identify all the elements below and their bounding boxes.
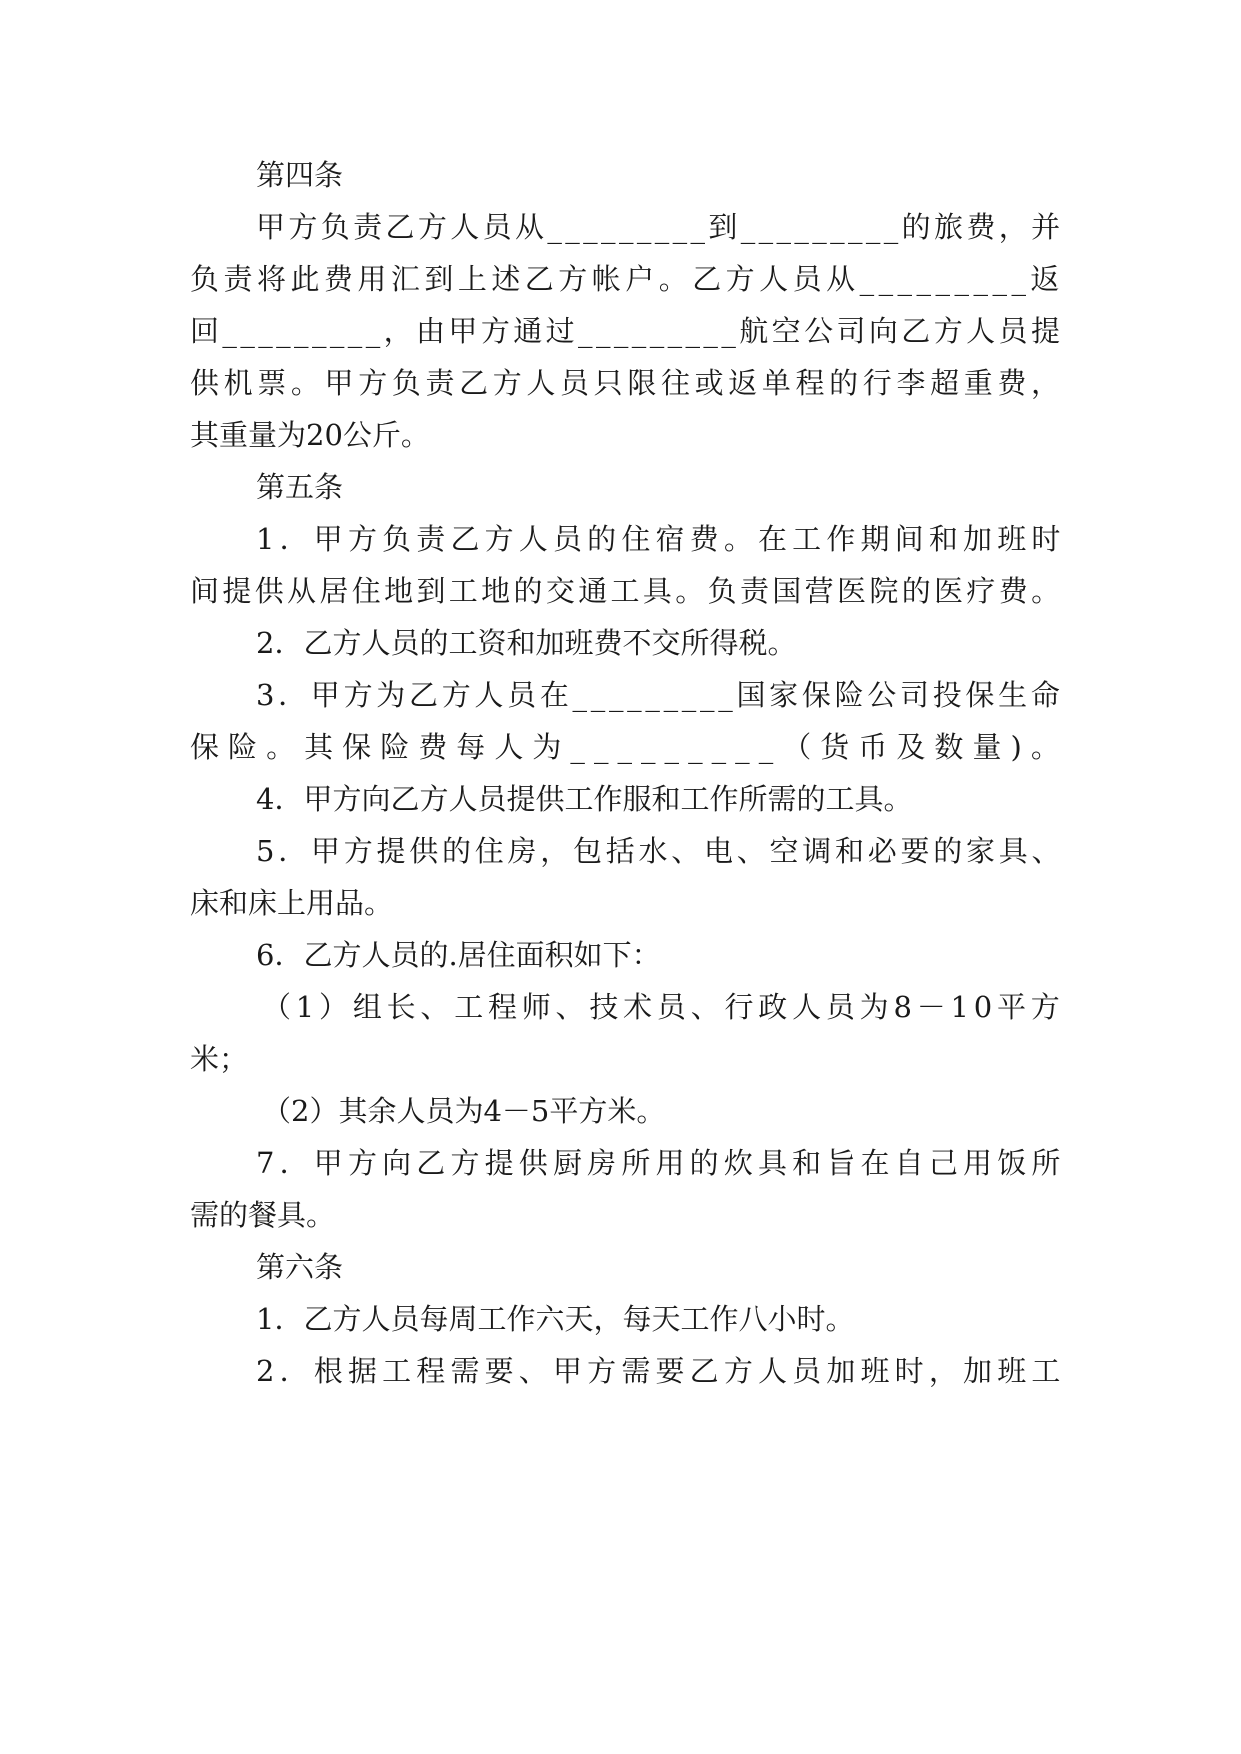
paragraph-line: 回_________，由甲方通过_________航空公司向乙方人员提	[190, 314, 1064, 348]
article-4-heading: 第四条	[256, 158, 344, 192]
paragraph-line: 负责将此费用汇到上述乙方帐户。乙方人员从_________返	[190, 262, 1064, 296]
clause-line: 2．乙方人员的工资和加班费不交所得税。	[256, 626, 797, 660]
clause-line: 3．甲方为乙方人员在_________国家保险公司投保生命	[256, 678, 1064, 712]
clause-line: 5．甲方提供的住房，包括水、电、空调和必要的家具、	[256, 834, 1065, 868]
clause-line: 床和床上用品。	[190, 886, 394, 920]
clause-line: 2．根据工程需要、甲方需要乙方人员加班时，加班工	[256, 1354, 1066, 1388]
paragraph-line: 其重量为20公斤。	[190, 418, 430, 452]
clause-line: 7．甲方向乙方提供厨房所用的炊具和旨在自己用饭所	[256, 1146, 1066, 1180]
clause-line: 6．乙方人员的.居住面积如下：	[256, 938, 661, 972]
clause-line: 米；	[190, 1042, 249, 1076]
clause-line: 保险。其保险费每人为_________（货币及数量)。	[190, 730, 1069, 764]
clause-line: （2）其余人员为4－5平方米。	[262, 1094, 666, 1128]
clause-line: 需的餐具。	[190, 1198, 336, 1232]
paragraph-line: 甲方负责乙方人员从_________到_________的旅费，并	[256, 210, 1064, 244]
clause-line: 1．乙方人员每周工作六天，每天工作八小时。	[256, 1302, 855, 1336]
paragraph-line: 供机票。甲方负责乙方人员只限往或返单程的行李超重费，	[190, 366, 1065, 400]
clause-line: 4．甲方向乙方人员提供工作服和工作所需的工具。	[256, 782, 913, 816]
clause-line: 间提供从居住地到工地的交通工具。负责国营医院的医疗费。	[190, 574, 1064, 608]
clause-line: 1．甲方负责乙方人员的住宿费。在工作期间和加班时	[256, 522, 1066, 556]
article-5-heading: 第五条	[256, 470, 344, 504]
clause-line: （1）组长、工程师、技术员、行政人员为8－10平方	[262, 990, 1065, 1024]
article-6-heading: 第六条	[256, 1250, 344, 1284]
